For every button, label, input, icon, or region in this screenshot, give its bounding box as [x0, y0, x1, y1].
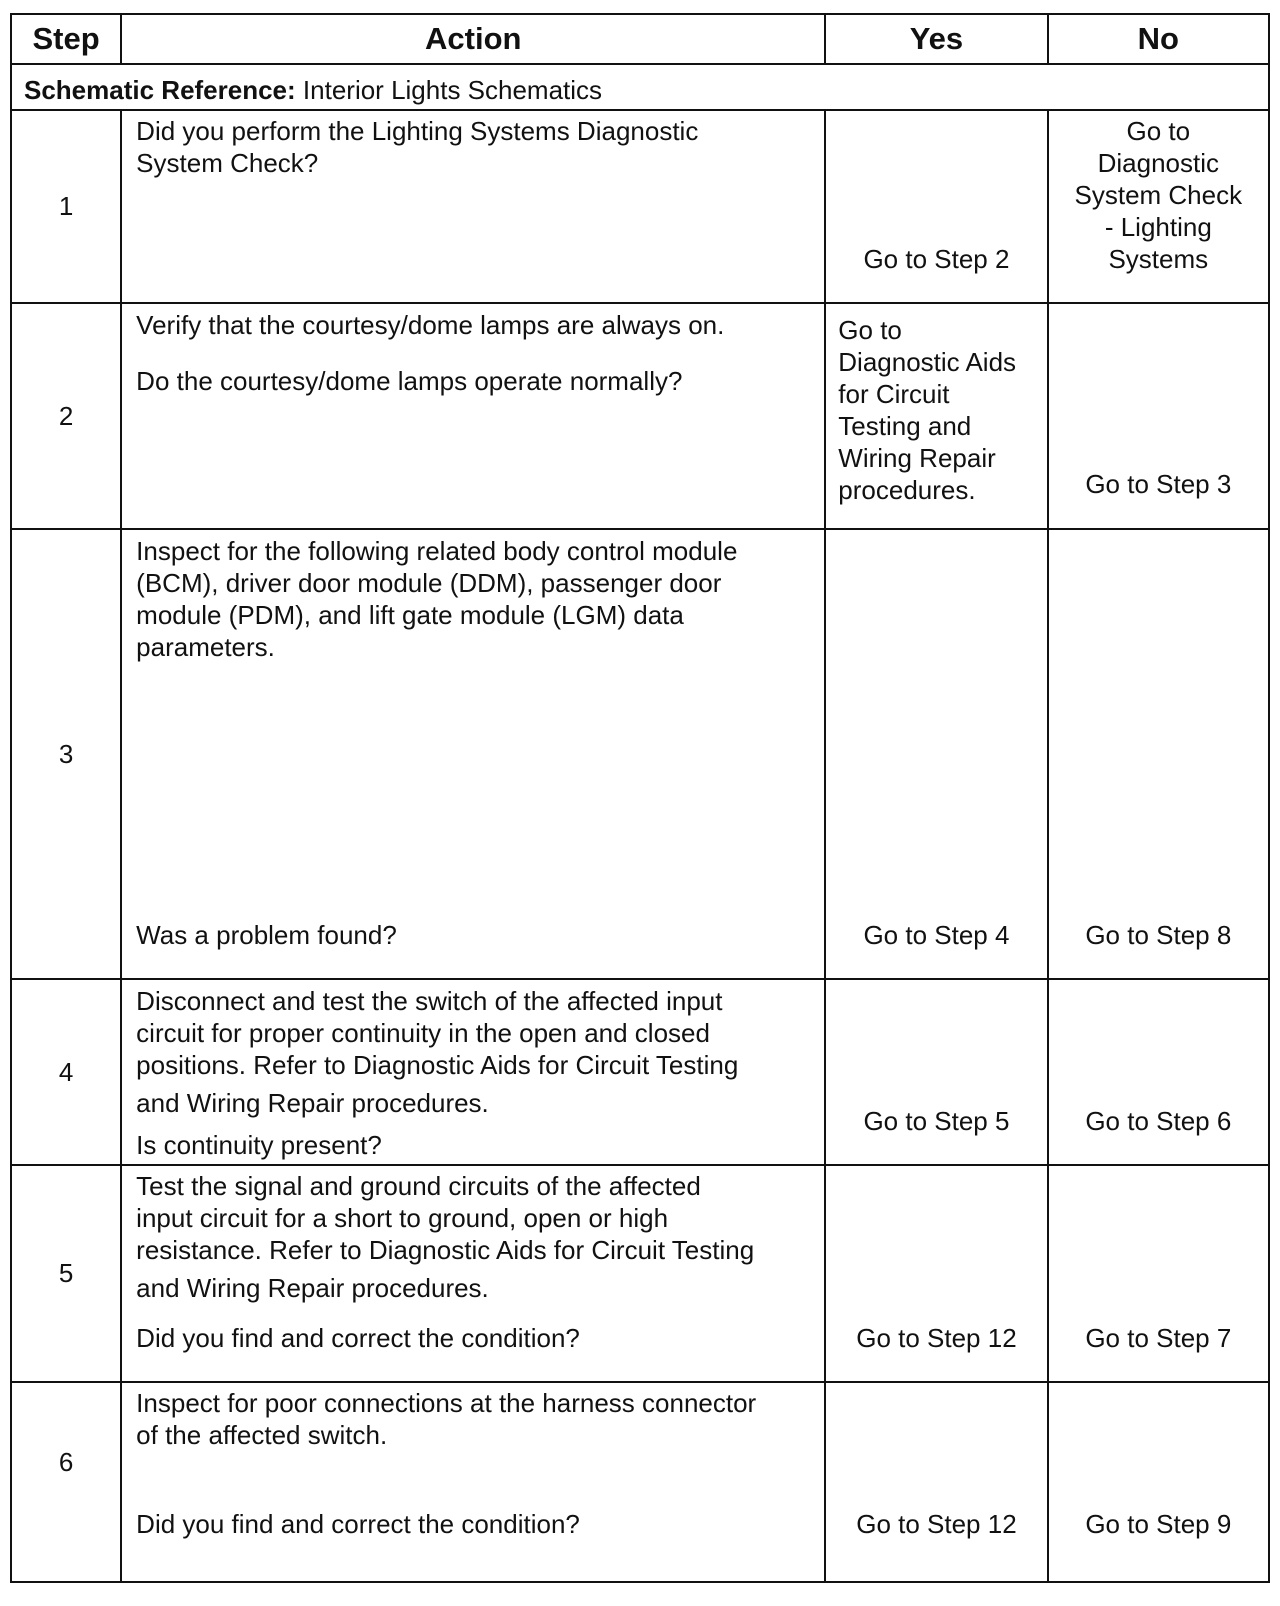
no-text: Go to Step 8: [1085, 920, 1232, 950]
action-text: Verify that the courtesy/dome lamps are always on.: [136, 310, 725, 340]
table-row: [11, 1165, 1269, 1382]
action-text-continued: and Wiring Repair procedures.: [136, 1273, 489, 1303]
yes-cell: [825, 979, 1047, 1165]
schematic-reference: [11, 64, 1269, 110]
action-cell: [121, 1382, 825, 1582]
yes-text: Go to Step 2: [863, 244, 1010, 274]
step-number: 5: [11, 1165, 121, 1382]
yes-text: Go to Step 4: [863, 920, 1010, 950]
action-text: Inspect for poor connections at the harness connector of the affected switch.: [136, 1388, 757, 1450]
yes-cell: [825, 1165, 1047, 1382]
action-cell: [121, 303, 825, 529]
action-cell: [121, 979, 825, 1165]
step-number: 3: [11, 529, 121, 979]
header-row: [11, 14, 1269, 64]
yes-cell: [825, 1382, 1047, 1582]
action-question: Was a problem found?: [136, 920, 397, 950]
header-yes: Yes: [825, 14, 1047, 64]
action-text: Inspect for the following related body control module (BCM), driver door module (DDM), passenger door module (PDM), and lift gate module (LGM) data parameters.: [136, 536, 738, 662]
action-question: Did you find and correct the condition?: [136, 1509, 580, 1539]
step-number: 2: [11, 303, 121, 529]
no-text: Go to Step 7: [1085, 1323, 1232, 1353]
no-cell: [1048, 979, 1269, 1165]
table-row: [11, 1382, 1269, 1582]
action-text: Test the signal and ground circuits of the affected input circuit for a short to ground, open or high resistance. Refer to Diagnostic Aids for Circuit Testing: [136, 1171, 755, 1265]
action-cell: [121, 110, 825, 303]
no-cell: [1048, 1382, 1269, 1582]
no-text: Go to Step 9: [1085, 1509, 1232, 1539]
schematic-reference-row: [11, 64, 1269, 110]
yes-text: Go to Diagnostic Aids for Circuit Testing and Wiring Repair procedures.: [838, 315, 1017, 505]
yes-cell: [825, 303, 1047, 529]
step-number: 1: [11, 110, 121, 303]
schematic-reference-label: Schematic Reference:: [24, 74, 296, 105]
action-question: Do the courtesy/dome lamps operate normally?: [136, 366, 683, 396]
action-text: Disconnect and test the switch of the affected input circuit for proper continuity in the open and closed positions. Refer to Diagnostic Aids for Circuit Testing: [136, 986, 739, 1080]
no-text: Go to Diagnostic System Check - Lighting Systems: [1074, 116, 1243, 274]
table-row: [11, 529, 1269, 979]
no-cell: [1048, 303, 1269, 529]
action-text: Did you perform the Lighting Systems Diagnostic System Check?: [136, 116, 699, 178]
yes-cell: [825, 110, 1047, 303]
yes-text: Go to Step 12: [856, 1509, 1017, 1539]
schematic-reference-value: Interior Lights Schematics: [302, 74, 603, 105]
yes-text: Go to Step 12: [856, 1323, 1017, 1353]
action-question: Is continuity present?: [136, 1130, 382, 1160]
action-question: Did you find and correct the condition?: [136, 1323, 580, 1353]
step-number-text: 6: [58, 1447, 74, 1477]
no-cell: [1048, 1165, 1269, 1382]
header-step: Step: [11, 14, 121, 64]
yes-cell: [825, 529, 1047, 979]
no-text: Go to Step 3: [1085, 469, 1232, 499]
header-no: No: [1048, 14, 1269, 64]
header-action: Action: [121, 14, 825, 64]
action-cell: [121, 529, 825, 979]
table-row: [11, 110, 1269, 303]
table-row: [11, 303, 1269, 529]
yes-text: Go to Step 5: [863, 1106, 1010, 1136]
action-text-continued: and Wiring Repair procedures.: [136, 1088, 489, 1118]
table-row: [11, 979, 1269, 1165]
step-number: [11, 1382, 121, 1582]
step-number: 4: [11, 979, 121, 1165]
no-cell: [1048, 529, 1269, 979]
action-cell: [121, 1165, 825, 1382]
no-text: Go to Step 6: [1085, 1106, 1232, 1136]
diagnostic-table: [10, 13, 1270, 1583]
no-cell: [1048, 110, 1269, 303]
